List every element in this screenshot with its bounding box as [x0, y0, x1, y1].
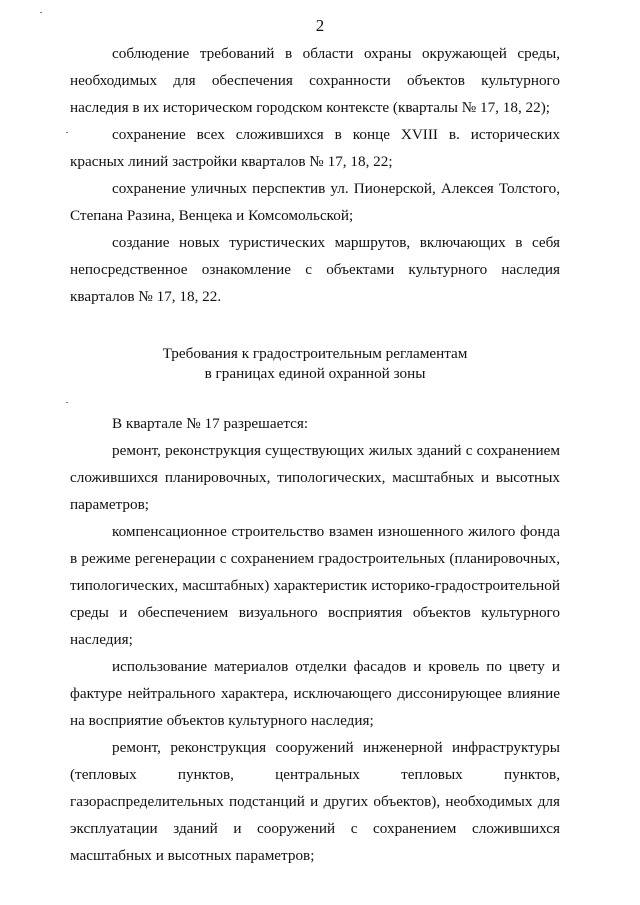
paragraph: В квартале № 17 разрешается:	[112, 415, 309, 432]
paragraph: создание новых туристических маршрутов, включающих в себя непосредственное ознакомление с объектами культурного наследия кварталов № 17, 18, 22.	[70, 234, 560, 305]
heading-line-2: в границах единой охранной зоны	[204, 365, 426, 382]
section-heading	[70, 344, 560, 384]
paragraph: ремонт, реконструкция существующих жилых зданий с сохранением сложившихся планировочных, типологических, масштабных и высотных параметров;	[70, 442, 560, 513]
paragraph: ремонт, реконструкция сооружений инженерной инфраструктуры (тепловых пунктов, центральных тепловых пунктов, газораспределительных подстанций и других объектов), необходимых для эксплуатации зданий и сооружений с сохранением сложившихся масштабных и высотных параметров;	[70, 739, 560, 864]
paragraph: использование материалов отделки фасадов и кровель по цвету и фактуре нейтрального характера, исключающего диссонирующее влияние на восприятие объектов культурного наследия;	[70, 658, 560, 729]
heading-line-1: Требования к градостроительным регламентам	[162, 345, 468, 362]
document-body	[70, 40, 560, 869]
scan-artifact	[40, 12, 42, 13]
paragraph: сохранение уличных перспектив ул. Пионерской, Алексея Толстого, Степана Разина, Венцека и Комсомольской;	[70, 180, 560, 224]
paragraph: компенсационное строительство взамен изношенного жилого фонда в режиме регенерации с сохранением градостроительных (планировочных, типологических, масштабных) характеристик историко-градостроительной среды и обеспечением визуального восприятия объектов культурного наследия;	[70, 523, 560, 648]
page-number: 2	[315, 16, 325, 35]
scan-artifact	[66, 402, 68, 403]
paragraph: соблюдение требований в области охраны окружающей среды, необходимых для обеспечения сохранности объектов культурного наследия в их историческом городском контексте (кварталы № 17, 18, 22);	[70, 45, 560, 116]
scan-artifact	[66, 132, 68, 133]
paragraph: сохранение всех сложившихся в конце XVIII в. исторических красных линий застройки кварталов № 17, 18, 22;	[70, 126, 560, 170]
